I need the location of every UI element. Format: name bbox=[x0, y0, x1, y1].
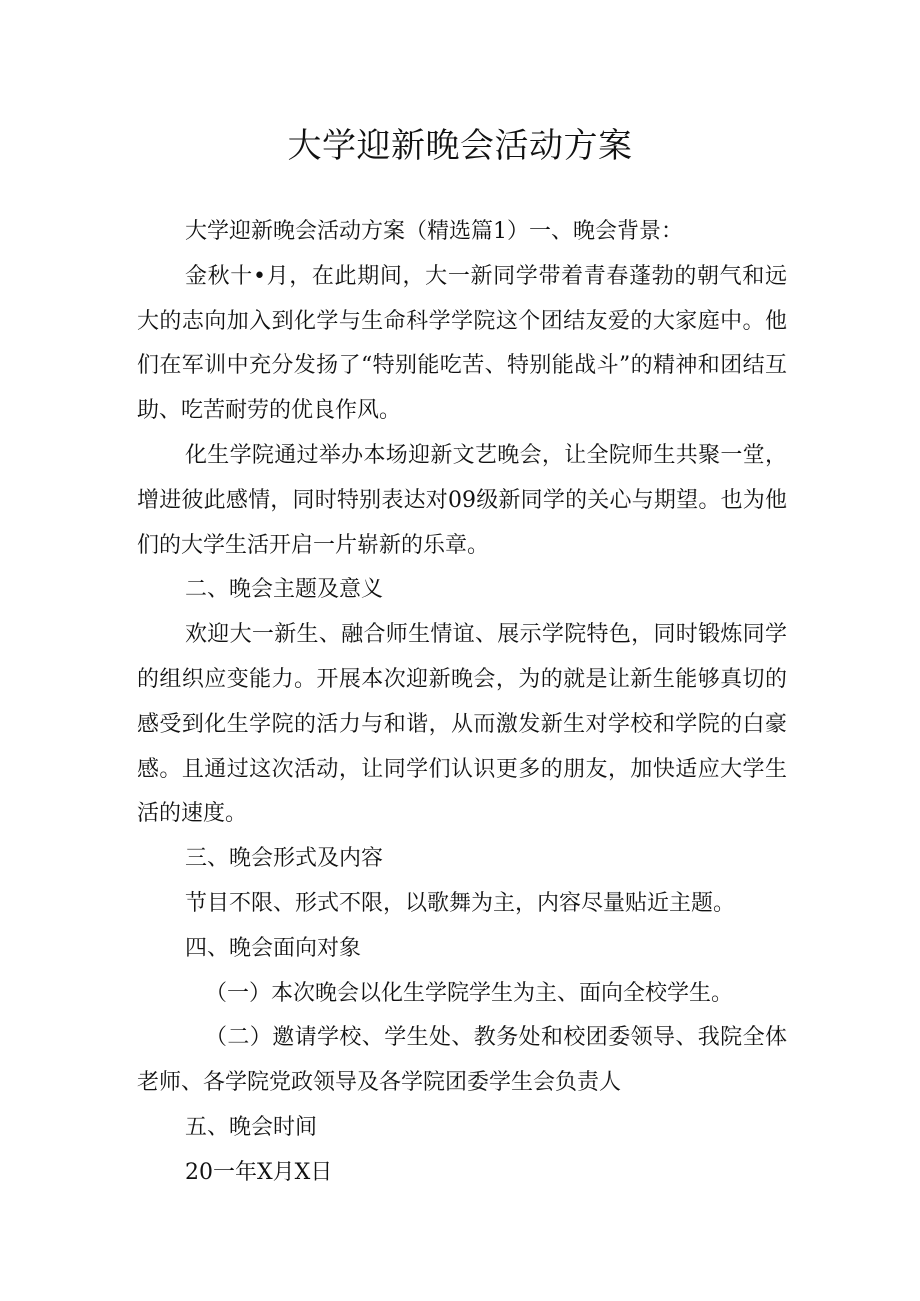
section-heading-format: 三、晚会形式及内容 bbox=[185, 846, 384, 872]
document-body bbox=[137, 210, 787, 1196]
section-heading-time: 五、晚会时间 bbox=[185, 1114, 318, 1140]
paragraph-purpose: 化生学院通过举办本场迎新文艺晚会，让全院师生共聚一堂，增进彼此感情，同时特别表达对09级新同学的关心与期望。也为他们的大学生活开启一片崭新的乐章。 bbox=[137, 442, 787, 558]
paragraph-background: 金秋十•月，在此期间，大一新同学带着青春蓬勃的朝气和远大的志向加入到化学与生命科学学院这个团结友爱的大家庭中。他们在军训中充分发扬了“特别能吃苦、特别能战斗”的精神和团结互助、吃苦耐劳的优良作风。 bbox=[137, 263, 787, 424]
paragraph-audience-1: （一）本次晚会以化生学院学生为主、面向全校学生。 bbox=[205, 980, 734, 1006]
paragraph-audience-2: （二）邀请学校、学生处、教务处和校团委领导、我院全体老师、各学院党政领导及各学院团委学生会负责人 bbox=[137, 1025, 787, 1096]
paragraph-intro: 大学迎新晚会活动方案（精选篇1）一、晚会背景： bbox=[185, 219, 683, 244]
document-title: 大学迎新晚会活动方案 bbox=[287, 126, 633, 166]
section-heading-theme: 二、晚会主题及意义 bbox=[185, 577, 384, 603]
section-heading-audience: 四、晚会面向对象 bbox=[185, 935, 362, 961]
paragraph-theme: 欢迎大一新生、融合师生情谊、展示学院特色，同时锻炼同学的组织应变能力。开展本次迎新晚会，为的就是让新生能够真切的感受到化生学院的活力与和谐，从而激发新生对学校和学院的白豪感。且通过这次活动，让同学们认识更多的朋友，加快适应大学生活的速度。 bbox=[137, 622, 787, 827]
paragraph-time: 20一年X月X日 bbox=[185, 1159, 333, 1185]
paragraph-format: 节目不限、形式不限，以歌舞为主，内容尽量贴近主题。 bbox=[185, 890, 736, 916]
